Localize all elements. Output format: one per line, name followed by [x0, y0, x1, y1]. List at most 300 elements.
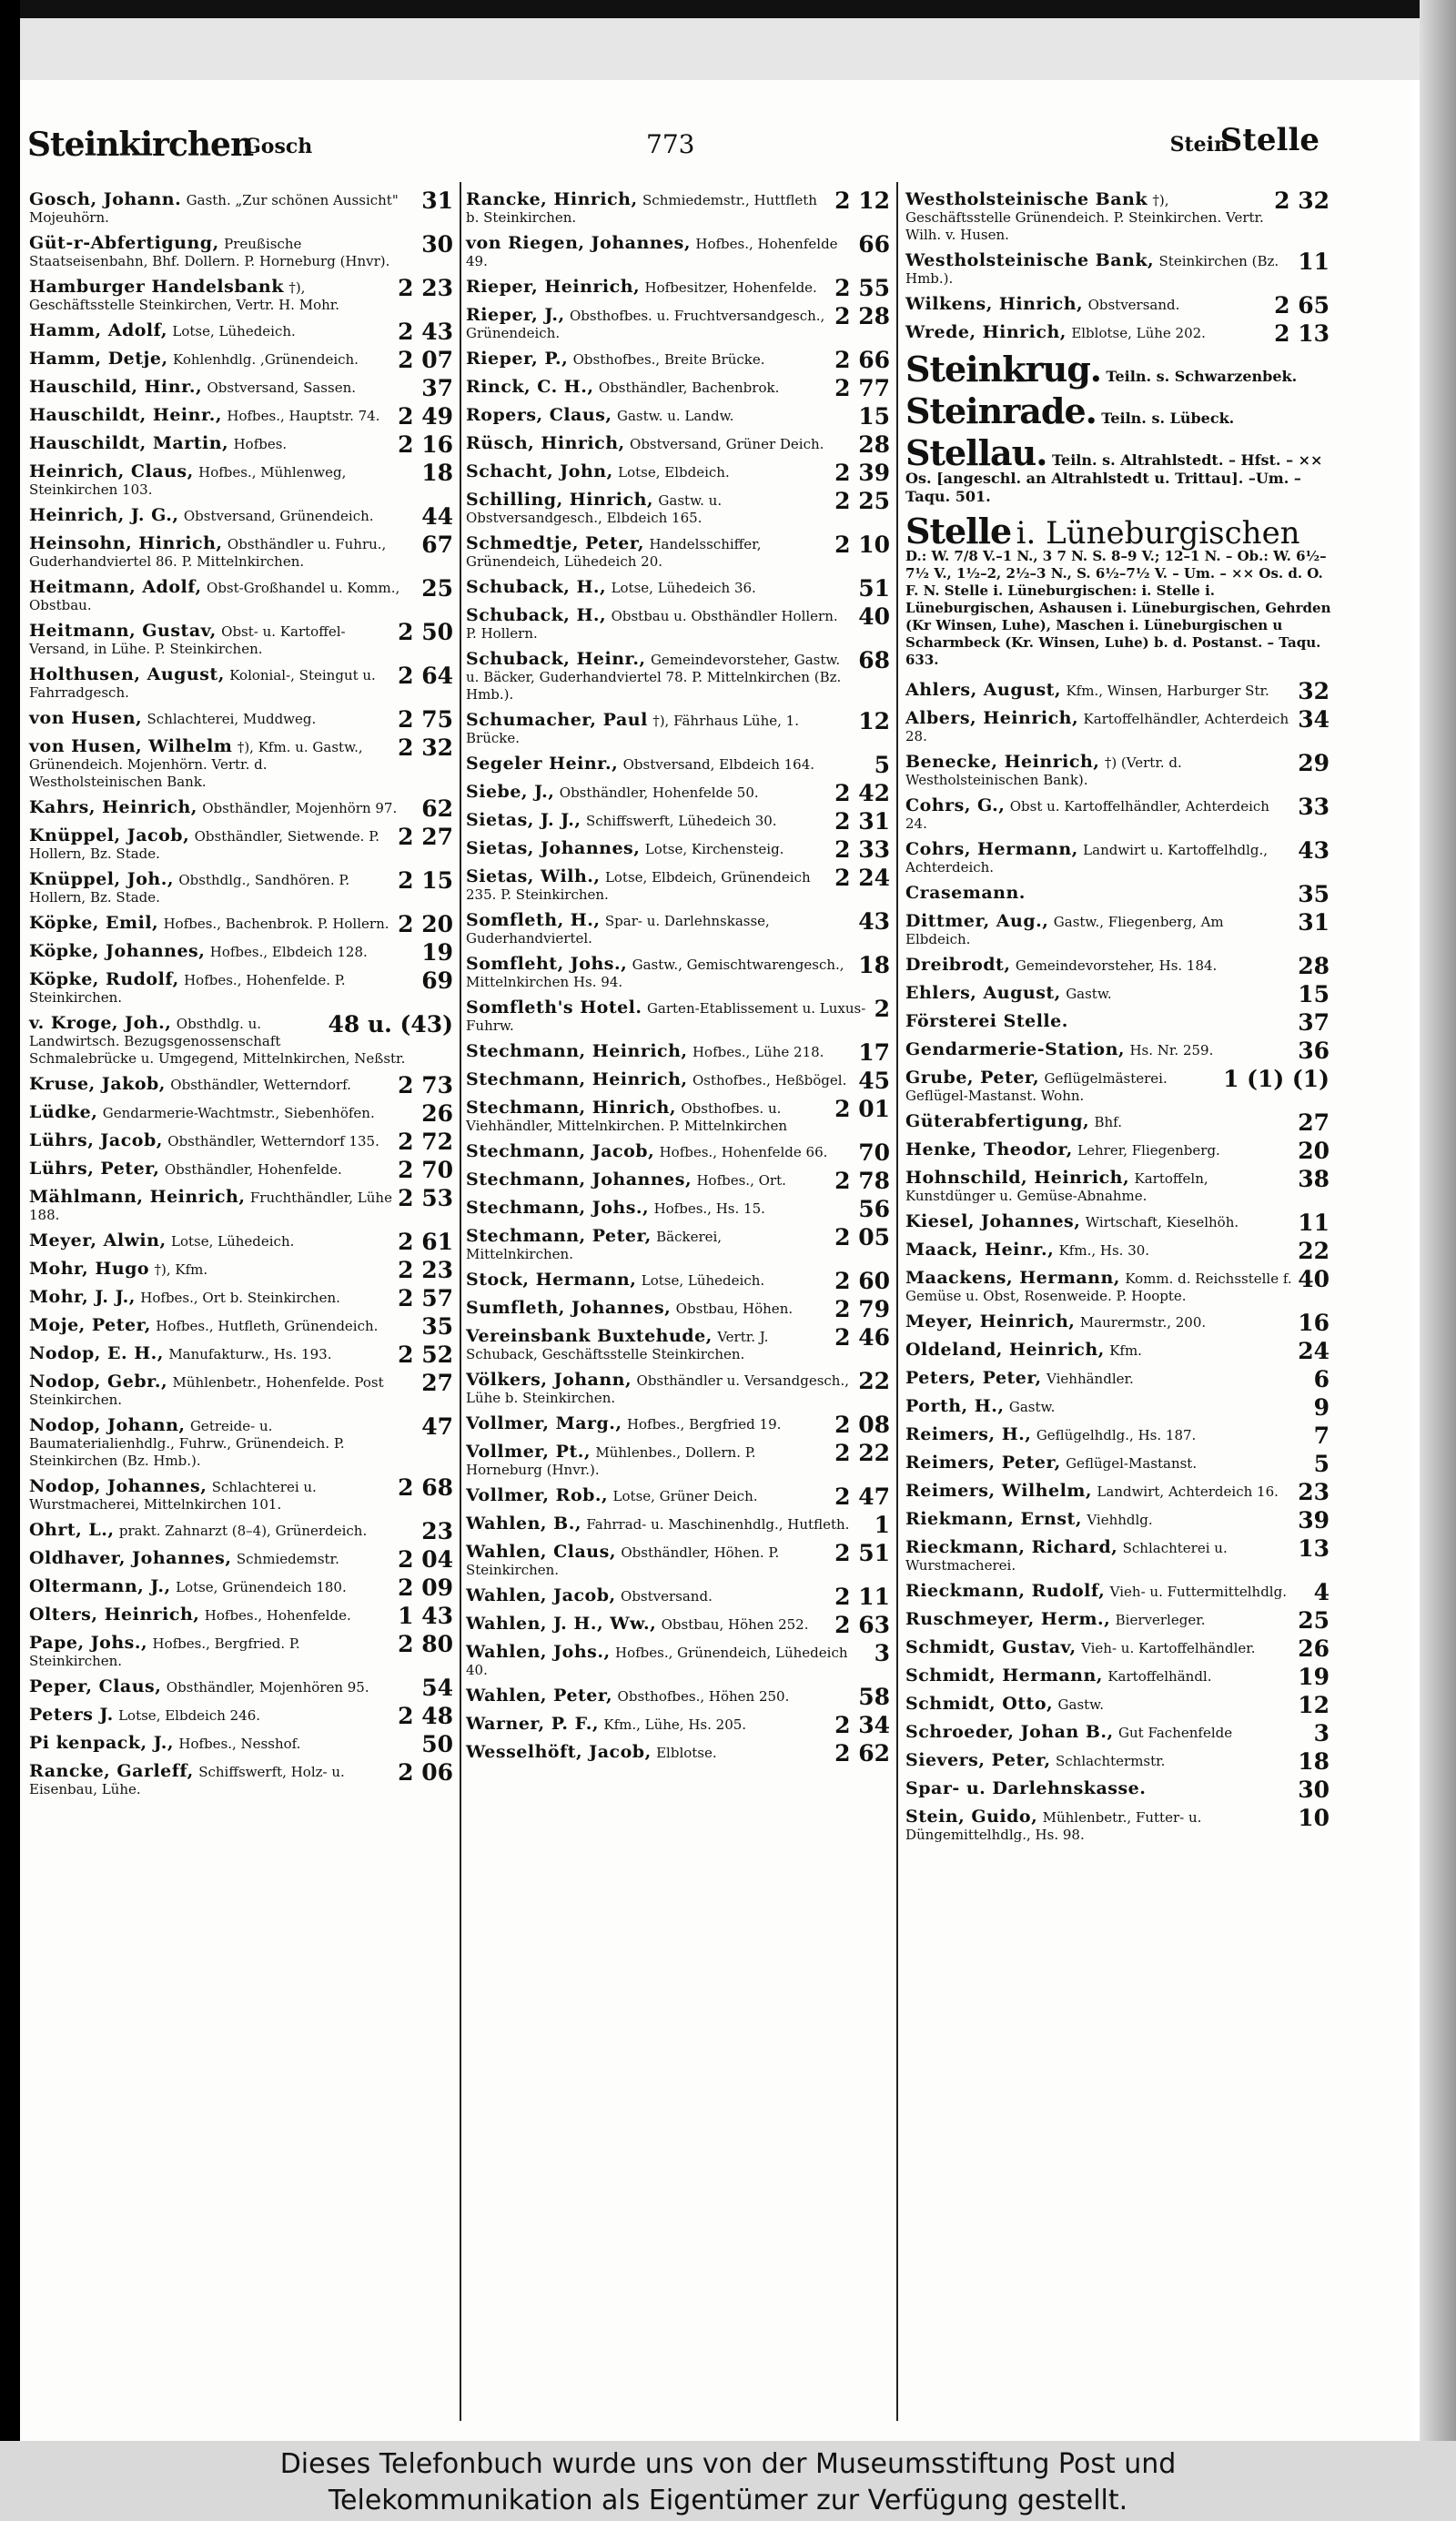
- directory-entry: [466, 1584, 894, 1610]
- directory-entry: [466, 1512, 894, 1538]
- directory-entry: [29, 187, 457, 227]
- subscriber-name: Lührs, Jacob,: [29, 1130, 163, 1150]
- subscriber-name: Dittmer, Aug.,: [905, 911, 1049, 931]
- subscriber-name: Försterei Stelle.: [905, 1011, 1068, 1031]
- subscriber-details: †), Kfm.: [154, 1261, 208, 1278]
- subscriber-details: Gastw., Gemischtwarengesch., Mittelnkirchen Hs. 94.: [466, 957, 844, 990]
- place-info: D.: W. 7/8 V.–1 N., 3 7 N. S. 8–9 V.; 12–1 N. – Ob.: W. 6½–7½ V., 1½–2, 2½–3 N., S. 6½–7½ V. – Um. – ×× Os. d. O. F. N. Stelle i. Lüneburgischen: i. Stelle i. Lüneburgischen, Ashausen i. Lüneburgischen, Gehrden (Kr Winsen, Luhe), Maschen i. Lüneburgischen u Scharmbeck (Kr. Winsen, Luhe) b. d. Postanst. – Taqu. 633.: [905, 548, 1331, 668]
- directory-entry: [29, 911, 457, 937]
- subscriber-name: Rieckmann, Rudolf,: [905, 1581, 1106, 1601]
- phone-number: 35: [1298, 881, 1330, 907]
- directory-entry: [29, 1759, 457, 1798]
- directory-entry: [29, 1413, 457, 1470]
- directory-entry: [29, 1313, 457, 1340]
- directory-entry: [29, 1257, 457, 1283]
- phone-number: 47: [421, 1413, 453, 1440]
- subscriber-details: Obsthofbes., Breite Brücke.: [572, 351, 765, 368]
- subscriber-name: Wahlen, Johs.,: [466, 1642, 611, 1662]
- directory-column-2: [466, 187, 894, 1772]
- subscriber-details: Gastw. u. Landw.: [616, 408, 734, 424]
- subscriber-details: Mühlenbetr., Futter- u. Düngemittelhdlg., Hs. 98.: [905, 1809, 1202, 1843]
- subscriber-details: Schiffswerft, Holz- u. Eisenbau, Lühe.: [29, 1764, 345, 1797]
- subscriber-details: Steinkirchen (Bz. Hmb.).: [905, 253, 1279, 287]
- subscriber-details: Hofbes., Hauptstr. 74.: [227, 408, 380, 424]
- subscriber-name: Sietas, Wilh.,: [466, 866, 601, 886]
- phone-number: 22: [1298, 1238, 1330, 1264]
- phone-number: 23: [1298, 1479, 1330, 1505]
- directory-entry: [905, 953, 1333, 979]
- subscriber-details: Obsthofbes., Höhen 250.: [617, 1688, 790, 1705]
- directory-entry: [466, 231, 894, 270]
- subscriber-details: Kolonial-, Steingut u. Fahrradgesch.: [29, 667, 376, 701]
- phone-number: 66: [858, 231, 890, 258]
- subscriber-details: Obsthändler, Wetterndorf.: [170, 1077, 351, 1093]
- subscriber-name: Wahlen, Jacob,: [466, 1585, 616, 1605]
- phone-number: 2 77: [834, 375, 890, 401]
- scan-left-edge: [0, 0, 20, 2441]
- directory-entry: [29, 431, 457, 458]
- phone-number: 30: [421, 231, 453, 258]
- directory-entry: [29, 1703, 457, 1729]
- phone-number: 2 57: [398, 1285, 453, 1311]
- subscriber-name: Heitmann, Adolf,: [29, 577, 202, 597]
- directory-entry: [29, 1370, 457, 1409]
- subscriber-details: Schlachterei, Muddweg.: [147, 711, 317, 727]
- phone-number: 2 27: [398, 824, 453, 850]
- subscriber-name: Schroeder, Johan B.,: [905, 1722, 1114, 1742]
- subscriber-details: Getreide- u. Baumaterialienhdlg., Fuhrw., Grünendeich. P. Steinkirchen (Bz. Hmb.).: [29, 1418, 345, 1469]
- directory-entry: [905, 794, 1333, 833]
- place-name: Steinkrug.: [905, 349, 1102, 390]
- phone-number: 12: [1298, 1692, 1330, 1718]
- phone-number: 2 49: [398, 403, 453, 430]
- phone-number: 2 23: [398, 1257, 453, 1283]
- phone-number: 50: [421, 1731, 453, 1757]
- phone-number: 2 13: [1274, 320, 1330, 347]
- directory-entry: [29, 619, 457, 658]
- subscriber-name: Hamm, Detje,: [29, 349, 168, 369]
- phone-number: 2 25: [834, 488, 890, 514]
- directory-entry: [466, 780, 894, 806]
- directory-entry: [905, 1720, 1333, 1746]
- subscriber-details: Hofbes., Hs. 15.: [653, 1200, 765, 1217]
- directory-entry: [905, 1535, 1333, 1574]
- subscriber-name: Heinrich, Claus,: [29, 461, 194, 481]
- phone-number: 37: [421, 375, 453, 401]
- subscriber-details: Landwirt u. Kartoffelhdlg., Achterdeich.: [905, 842, 1269, 876]
- subscriber-details: Elblotse.: [656, 1745, 717, 1761]
- subscriber-name: Cohrs, G.,: [905, 795, 1006, 815]
- phone-number: 2 50: [398, 619, 453, 645]
- phone-number: 2 33: [834, 836, 890, 863]
- subscriber-details: Elblotse, Lühe 202.: [1071, 325, 1206, 341]
- subscriber-name: Crasemann.: [905, 883, 1026, 903]
- phone-number: 2 24: [834, 865, 890, 891]
- subscriber-name: Albers, Heinrich,: [905, 708, 1079, 728]
- directory-entry: [466, 908, 894, 947]
- phone-number: 31: [1298, 909, 1330, 936]
- subscriber-details: Schlachterei u. Wurstmacherei, Mittelnkirchen 101.: [29, 1479, 317, 1513]
- directory-entry: [29, 275, 457, 314]
- place-heading: [905, 390, 1333, 431]
- phone-number: 19: [421, 939, 453, 966]
- phone-number: 45: [858, 1068, 890, 1094]
- phone-number: 40: [858, 603, 890, 630]
- phone-number: 10: [1298, 1805, 1330, 1831]
- subscriber-name: Schuback, H.,: [466, 605, 607, 625]
- directory-entry: [905, 1692, 1333, 1718]
- subscriber-name: Nodop, E. H.,: [29, 1343, 164, 1363]
- phone-number: 2 68: [398, 1474, 453, 1501]
- subscriber-details: Gut Fachenfelde: [1118, 1725, 1233, 1741]
- place-heading: [905, 349, 1333, 390]
- subscriber-name: Knüppel, Jacob,: [29, 825, 190, 845]
- phone-number: 2 65: [1274, 292, 1330, 319]
- subscriber-details: Geflügelhdlg., Hs. 187.: [1036, 1427, 1197, 1443]
- subscriber-name: Oltermann, J.,: [29, 1576, 171, 1596]
- subscriber-name: Warner, P. F.,: [466, 1714, 599, 1734]
- directory-entry: [29, 575, 457, 614]
- phone-number: 67: [421, 532, 453, 558]
- phone-number: 2 43: [398, 319, 453, 345]
- phone-number: 56: [858, 1196, 890, 1222]
- subscriber-details: Vertr. J. Schuback, Geschäftsstelle Steinkirchen.: [466, 1329, 769, 1362]
- subscriber-details: Gendarmerie-Wachtmstr., Siebenhöfen.: [102, 1105, 375, 1121]
- phone-number: 32: [1298, 678, 1330, 704]
- phone-number: 37: [1298, 1009, 1330, 1036]
- directory-entry: [466, 1324, 894, 1363]
- directory-entry: [466, 1096, 894, 1135]
- phone-number: 58: [858, 1684, 890, 1710]
- directory-entry: [466, 836, 894, 863]
- directory-entry: [905, 1310, 1333, 1336]
- directory-entry: [466, 1684, 894, 1710]
- archive-footer: [0, 2441, 1456, 2521]
- subscriber-details: Lotse, Lühedeich.: [172, 323, 296, 339]
- phone-number: 2 52: [398, 1341, 453, 1368]
- phone-number: 26: [421, 1100, 453, 1127]
- directory-entry: [29, 319, 457, 345]
- subscriber-name: Stechmann, Heinrich,: [466, 1041, 688, 1061]
- directory-entry: [466, 865, 894, 904]
- directory-entry: [905, 1748, 1333, 1775]
- phone-number: 19: [1298, 1664, 1330, 1690]
- phone-number: 2 80: [398, 1631, 453, 1657]
- directory-entry: [905, 1479, 1333, 1505]
- directory-entry: [905, 1238, 1333, 1264]
- place-info: Teiln. s. Altrahlstedt. – Hfst. – ×× Os. [angeschl. an Altrahlstedt u. Trittau]. –Um. – Taqu. 501.: [905, 451, 1323, 505]
- subscriber-name: Ohrt, L.,: [29, 1520, 115, 1540]
- phone-number: 34: [1298, 706, 1330, 733]
- directory-entry: [29, 1157, 457, 1183]
- subscriber-name: Stechmann, Johs.,: [466, 1198, 650, 1218]
- phone-number: 51: [858, 575, 890, 602]
- directory-entry: [29, 795, 457, 822]
- subscriber-name: Stock, Hermann,: [466, 1270, 637, 1290]
- place-name: Stelle: [905, 511, 1012, 552]
- subscriber-details: Schiffswerft, Lühedeich 30.: [585, 813, 777, 829]
- directory-entry: [29, 1285, 457, 1311]
- place-heading: [905, 432, 1333, 506]
- subscriber-details: Hofbes., Hohenfelde.: [204, 1607, 351, 1624]
- phone-number: 2 23: [398, 275, 453, 301]
- subscriber-name: Vollmer, Marg.,: [466, 1413, 622, 1433]
- subscriber-name: Grube, Peter,: [905, 1068, 1040, 1088]
- subscriber-name: Maackens, Hermann,: [905, 1268, 1120, 1288]
- subscriber-details: Fahrrad- u. Maschinenhdlg., Hutfleth.: [586, 1516, 850, 1533]
- subscriber-name: Schmidt, Otto,: [905, 1694, 1054, 1714]
- subscriber-details: Osthofbes., Heßbögel.: [692, 1072, 847, 1088]
- subscriber-details: Kfm., Lühe, Hs. 205.: [603, 1716, 747, 1733]
- phone-number: 48 u. (43): [328, 1011, 453, 1038]
- directory-entry: [466, 1068, 894, 1094]
- directory-entry: [29, 347, 457, 373]
- subscriber-details: Obsthdlg., Sandhören. P. Hollern, Bz. Stade.: [29, 872, 350, 906]
- directory-entry: [466, 1440, 894, 1479]
- subscriber-details: Obst-Großhandel u. Komm., Obstbau.: [29, 580, 400, 613]
- directory-entry: [29, 403, 457, 430]
- subscriber-name: Schumacher, Paul: [466, 710, 648, 730]
- phone-number: 2 47: [834, 1483, 890, 1510]
- subscriber-name: Rinck, C. H.,: [466, 377, 594, 397]
- subscriber-name: Stechmann, Hinrich,: [466, 1098, 676, 1118]
- phone-number: 18: [421, 460, 453, 486]
- directory-entry: [905, 292, 1333, 319]
- directory-entry: [905, 1607, 1333, 1634]
- subscriber-details: Gastw. u. Obstversandgesch., Elbdeich 165.: [466, 492, 723, 526]
- subscriber-details: Mühlenbetr., Hohenfelde. Post Steinkirchen.: [29, 1374, 384, 1408]
- directory-entry: [905, 320, 1333, 347]
- directory-entry: [905, 1805, 1333, 1844]
- directory-entry: [29, 706, 457, 733]
- phone-number: 2 53: [398, 1185, 453, 1211]
- directory-entry: [905, 1664, 1333, 1690]
- subscriber-details: †), Kfm. u. Gastw., Grünendeich. Mojenhörn. Vertr. d. Westholsteinischen Bank.: [29, 739, 363, 790]
- subscriber-name: Hauschildt, Martin,: [29, 433, 229, 453]
- directory-entry: [905, 750, 1333, 789]
- subscriber-details: Kartoffeln, Kunstdünger u. Gemüse-Abnahme.: [905, 1170, 1208, 1204]
- phone-number: 2 01: [834, 1096, 890, 1122]
- directory-entry: [466, 1268, 894, 1294]
- directory-entry: [466, 996, 894, 1035]
- directory-entry: [29, 824, 457, 863]
- subscriber-name: Güt-r-Abfertigung,: [29, 233, 219, 253]
- subscriber-name: Segeler Heinr.,: [466, 754, 619, 774]
- phone-number: 40: [1298, 1266, 1330, 1292]
- subscriber-name: Schmidt, Hermann,: [905, 1665, 1103, 1686]
- subscriber-details: Hofbes., Ort b. Steinkirchen.: [140, 1290, 340, 1306]
- directory-entry: [466, 752, 894, 778]
- subscriber-details: Hofbes., Elbdeich 128.: [209, 944, 368, 960]
- subscriber-name: Wahlen, Peter,: [466, 1686, 613, 1706]
- directory-entry: [466, 1196, 894, 1222]
- subscriber-details: Bäckerei, Mittelnkirchen.: [466, 1229, 723, 1262]
- subscriber-details: Hofbes., Bergfried 19.: [626, 1416, 782, 1433]
- subscriber-name: Rancke, Hinrich,: [466, 189, 638, 209]
- subscriber-details: Lotse, Lühedeich.: [170, 1233, 295, 1250]
- phone-number: 3: [1313, 1720, 1330, 1746]
- subscriber-details: Obsthändler, Bachenbrok.: [598, 380, 780, 396]
- phone-number: 2 31: [834, 808, 890, 835]
- header-left-title: Steinkirchen: [27, 126, 254, 164]
- subscriber-name: Knüppel, Joh.,: [29, 869, 174, 889]
- subscriber-name: Somfleth, H.,: [466, 910, 601, 930]
- subscriber-details: Gastw.: [1008, 1399, 1056, 1415]
- phone-number: 2 32: [398, 734, 453, 761]
- directory-entry: [905, 1338, 1333, 1364]
- subscriber-details: Hofbes., Nesshof.: [178, 1736, 301, 1752]
- subscriber-name: v. Kroge, Joh.,: [29, 1013, 172, 1033]
- subscriber-details: Hofbes., Ort.: [696, 1172, 786, 1189]
- phone-number: 6: [1313, 1366, 1330, 1392]
- phone-number: 3: [874, 1640, 890, 1666]
- subscriber-name: Kiesel, Johannes,: [905, 1211, 1081, 1231]
- directory-entry: [29, 967, 457, 1007]
- directory-entry: [29, 1100, 457, 1127]
- directory-entry: [905, 1579, 1333, 1605]
- column-divider: [460, 182, 461, 2421]
- subscriber-details: Schlachtermstr.: [1055, 1753, 1166, 1769]
- directory-entry: [29, 663, 457, 702]
- phone-number: 2 05: [834, 1224, 890, 1250]
- phone-number: 1: [874, 1512, 890, 1538]
- subscriber-details: Obsthofbes. u. Fruchtversandgesch., Grünendeich.: [466, 308, 825, 341]
- subscriber-name: Kruse, Jakob,: [29, 1074, 166, 1094]
- phone-number: 2 78: [834, 1168, 890, 1194]
- phone-number: 2 22: [834, 1440, 890, 1466]
- header-left-sub: Gosch: [244, 135, 313, 158]
- phone-number: 2 60: [834, 1268, 890, 1294]
- subscriber-name: Stechmann, Peter,: [466, 1226, 652, 1246]
- phone-number: 33: [1298, 794, 1330, 820]
- directory-entry: [466, 1039, 894, 1066]
- directory-column-3: [905, 187, 1333, 1852]
- directory-entry: [466, 708, 894, 747]
- subscriber-details: Obsthdlg. u. Landwirtsch. Bezugsgenossenschaft Schmalebrücke u. Umgegend, Mittelnkirchen, Neßstr.: [29, 1016, 406, 1067]
- phone-number: 2 15: [398, 867, 453, 894]
- subscriber-name: Moje, Peter,: [29, 1315, 151, 1335]
- subscriber-name: Stechmann, Johannes,: [466, 1169, 693, 1190]
- subscriber-details: Hofbes., Hutfleth, Grünendeich.: [156, 1318, 379, 1334]
- phone-number: 18: [858, 952, 890, 978]
- subscriber-details: Schmiedemstr.: [236, 1551, 339, 1567]
- subscriber-name: Hohnschild, Heinrich,: [905, 1168, 1130, 1188]
- phone-number: 2 28: [834, 303, 890, 329]
- subscriber-details: Obstbau u. Obsthändler Hollern. P. Hollern.: [466, 608, 838, 642]
- header-right-sub: Stein: [1169, 133, 1228, 157]
- phone-number: 27: [1298, 1109, 1330, 1136]
- subscriber-name: Vereinsbank Buxtehude,: [466, 1326, 713, 1346]
- subscriber-name: Peters, Peter,: [905, 1368, 1042, 1388]
- directory-entry: [466, 403, 894, 430]
- column-divider: [896, 182, 898, 2421]
- directory-entry: [466, 460, 894, 486]
- subscriber-details: Obsthändler, Hohenfelde.: [164, 1161, 342, 1178]
- subscriber-details: Hofbes., Hohenfelde. P. Steinkirchen.: [29, 972, 346, 1006]
- subscriber-name: Schilling, Hinrich,: [466, 490, 654, 510]
- directory-entry: [29, 1474, 457, 1514]
- subscriber-name: Lüdke,: [29, 1102, 98, 1122]
- subscriber-name: Meyer, Heinrich,: [905, 1311, 1076, 1331]
- subscriber-name: Sietas, J. J.,: [466, 810, 581, 830]
- subscriber-details: Obstversand.: [621, 1588, 713, 1605]
- subscriber-name: Riekmann, Ernst,: [905, 1509, 1082, 1529]
- directory-entry: [905, 881, 1333, 907]
- subscriber-name: Ehlers, August,: [905, 983, 1061, 1003]
- directory-entry: [905, 1166, 1333, 1205]
- directory-entry: [905, 1109, 1333, 1136]
- subscriber-details: Hofbes.: [233, 436, 288, 452]
- directory-column-1: [29, 187, 457, 1807]
- phone-number: 2 64: [398, 663, 453, 689]
- directory-entry: [905, 1422, 1333, 1449]
- subscriber-name: Schuback, H.,: [466, 577, 607, 597]
- subscriber-details: Hofbes., Hohenfelde 49.: [466, 236, 838, 269]
- subscriber-details: Wirtschaft, Kieselhöh.: [1085, 1214, 1239, 1230]
- subscriber-details: †), Fährhaus Lühe, 1. Brücke.: [466, 713, 799, 746]
- phone-number: 2 10: [834, 532, 890, 558]
- subscriber-details: Obstversand, Elbdeich 164.: [622, 756, 815, 773]
- phone-number: 31: [421, 187, 453, 214]
- subscriber-name: Pape, Johs.,: [29, 1633, 148, 1653]
- phone-number: 2 07: [398, 347, 453, 373]
- subscriber-name: Benecke, Heinrich,: [905, 752, 1100, 772]
- subscriber-details: Vieh- u. Kartoffelhändler.: [1081, 1640, 1256, 1656]
- directory-entry: [29, 1129, 457, 1155]
- phone-number: 2 79: [834, 1296, 890, 1322]
- subscriber-details: Spar- u. Darlehnskasse, Guderhandviertel.: [466, 913, 770, 947]
- directory-entry: [29, 867, 457, 906]
- subscriber-details: Manufakturw., Hs. 193.: [168, 1346, 332, 1362]
- subscriber-name: Lührs, Peter,: [29, 1159, 160, 1179]
- subscriber-name: Stein, Guido,: [905, 1807, 1038, 1827]
- phone-number: 2 12: [834, 187, 890, 214]
- phone-number: 2 73: [398, 1072, 453, 1099]
- directory-entry: [466, 1712, 894, 1738]
- subscriber-details: Lotse, Elbdeich, Grünendeich 235. P. Steinkirchen.: [466, 869, 811, 903]
- subscriber-name: Heinrich, J. G.,: [29, 505, 179, 525]
- phone-number: 2 61: [398, 1229, 453, 1255]
- directory-entry: [466, 1296, 894, 1322]
- phone-number: 7: [1313, 1422, 1330, 1449]
- phone-number: 2 06: [398, 1759, 453, 1786]
- subscriber-name: von Riegen, Johannes,: [466, 233, 691, 253]
- directory-entry: [905, 1635, 1333, 1662]
- subscriber-name: Henke, Theodor,: [905, 1139, 1073, 1159]
- directory-entry: [466, 1540, 894, 1579]
- subscriber-details: Obstversand, Grüner Deich.: [630, 436, 824, 452]
- phone-number: 62: [421, 795, 453, 822]
- subscriber-details: Obst- u. Kartoffel-Versand, in Lühe. P. Steinkirchen.: [29, 623, 346, 657]
- subscriber-details: Hs. Nr. 259.: [1129, 1042, 1214, 1058]
- subscriber-name: Rancke, Garleff,: [29, 1761, 194, 1781]
- subscriber-details: Viehhändler.: [1046, 1371, 1134, 1387]
- phone-number: 25: [1298, 1607, 1330, 1634]
- directory-entry: [29, 1731, 457, 1757]
- directory-entry: [29, 1229, 457, 1255]
- subscriber-name: Gosch, Johann.: [29, 189, 182, 209]
- phone-number: 2 66: [834, 347, 890, 373]
- subscriber-details: Obstbau, Höhen.: [675, 1301, 794, 1317]
- place-suffix: i. Lüneburgischen: [1016, 515, 1300, 552]
- directory-entry: [905, 1038, 1333, 1064]
- subscriber-name: Wahlen, Claus,: [466, 1542, 616, 1562]
- directory-entry: [29, 503, 457, 530]
- subscriber-name: Schuback, Heinr.,: [466, 649, 646, 669]
- phone-number: 2 16: [398, 431, 453, 458]
- directory-entry: [905, 1138, 1333, 1164]
- subscriber-name: Rüsch, Hinrich,: [466, 433, 625, 453]
